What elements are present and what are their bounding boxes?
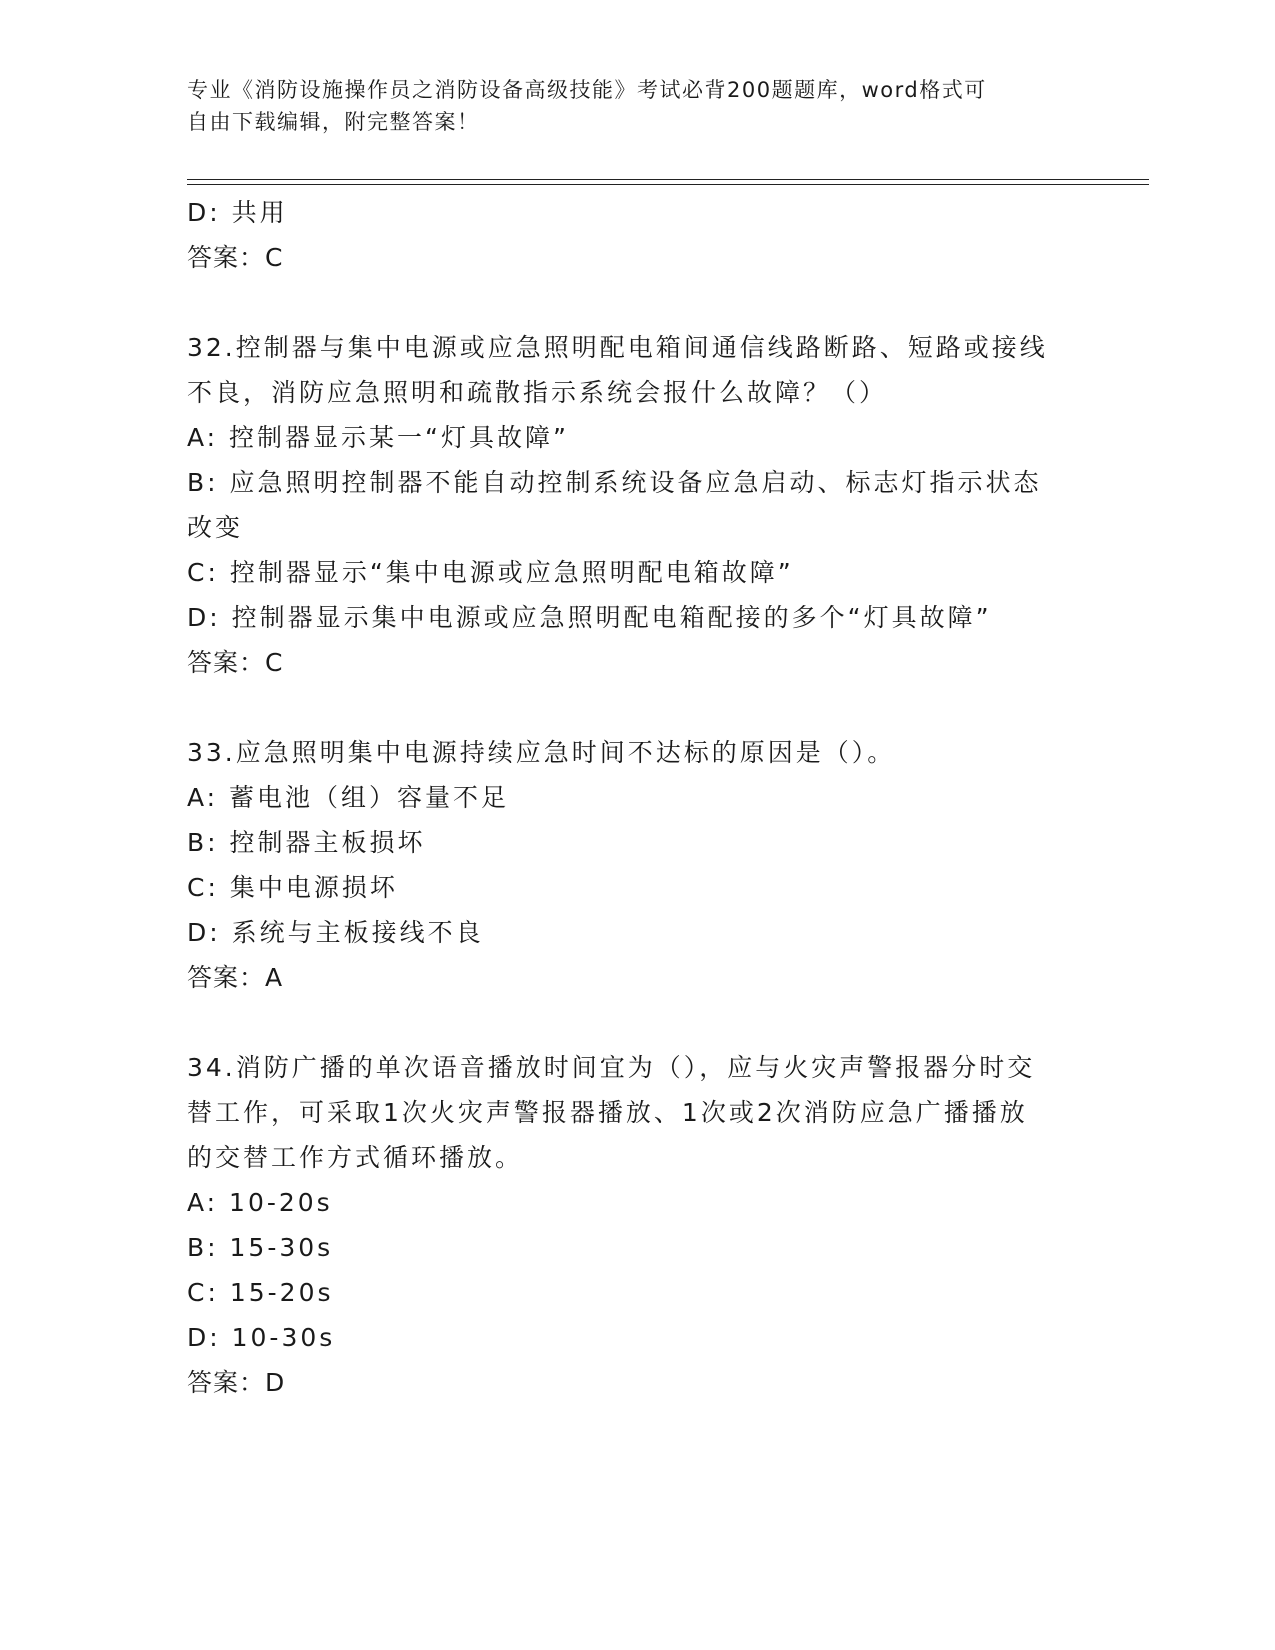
option-d: D: 系统与主板接线不良 (187, 918, 484, 947)
header-line-1: 专业《消防设施操作员之消防设备高级技能》考试必背200题题库，word格式可 (187, 78, 987, 102)
header-line-2: 自由下载编辑，附完整答案！ (187, 110, 480, 134)
option-d: D: 共用 (187, 198, 288, 227)
question-34 (187, 1045, 1087, 1405)
option-b-continued: 改变 (187, 513, 244, 542)
question-stem: 33.应急照明集中电源持续应急时间不达标的原因是（）。 (187, 738, 896, 767)
question-stem: 的交替工作方式循环播放。 (187, 1143, 524, 1172)
question-stem: 不良，消防应急照明和疏散指示系统会报什么故障？（） (187, 378, 888, 407)
option-c: C: 15-20s (187, 1278, 334, 1307)
question-stem: 替工作，可采取1次火灾声警报器播放、1次或2次消防应急广播播放 (187, 1098, 1028, 1127)
option-d: D: 10-30s (187, 1323, 336, 1352)
question-content (187, 190, 1087, 1405)
answer-line: 答案：C (187, 648, 284, 677)
question-stem: 32.控制器与集中电源或应急照明配电箱间通信线路断路、短路或接线 (187, 333, 1048, 362)
option-a: A: 10-20s (187, 1188, 333, 1217)
option-b: B: 15-30s (187, 1233, 334, 1262)
document-header (187, 74, 1067, 138)
option-d: D: 控制器显示集中电源或应急照明配电箱配接的多个“灯具故障” (187, 603, 992, 632)
option-c: C: 集中电源损坏 (187, 873, 398, 902)
question-stem: 34.消防广播的单次语音播放时间宜为（），应与火灾声警报器分时交 (187, 1053, 1036, 1082)
answer-line: 答案：C (187, 243, 284, 272)
header-divider-top (187, 179, 1149, 180)
option-b: B: 控制器主板损坏 (187, 828, 426, 857)
question-33 (187, 730, 1087, 1000)
header-divider-bottom (187, 184, 1149, 185)
spacer (187, 280, 1087, 325)
question-32 (187, 325, 1087, 685)
spacer (187, 685, 1087, 730)
answer-line: 答案：A (187, 963, 284, 992)
option-a: A: 控制器显示某一“灯具故障” (187, 423, 569, 452)
option-c: C: 控制器显示“集中电源或应急照明配电箱故障” (187, 558, 794, 587)
answer-line: 答案：D (187, 1368, 286, 1397)
option-b: B: 应急照明控制器不能自动控制系统设备应急启动、标志灯指示状态 (187, 468, 1042, 497)
spacer (187, 1000, 1087, 1045)
option-a: A: 蓄电池（组）容量不足 (187, 783, 510, 812)
previous-question-tail (187, 190, 1087, 280)
